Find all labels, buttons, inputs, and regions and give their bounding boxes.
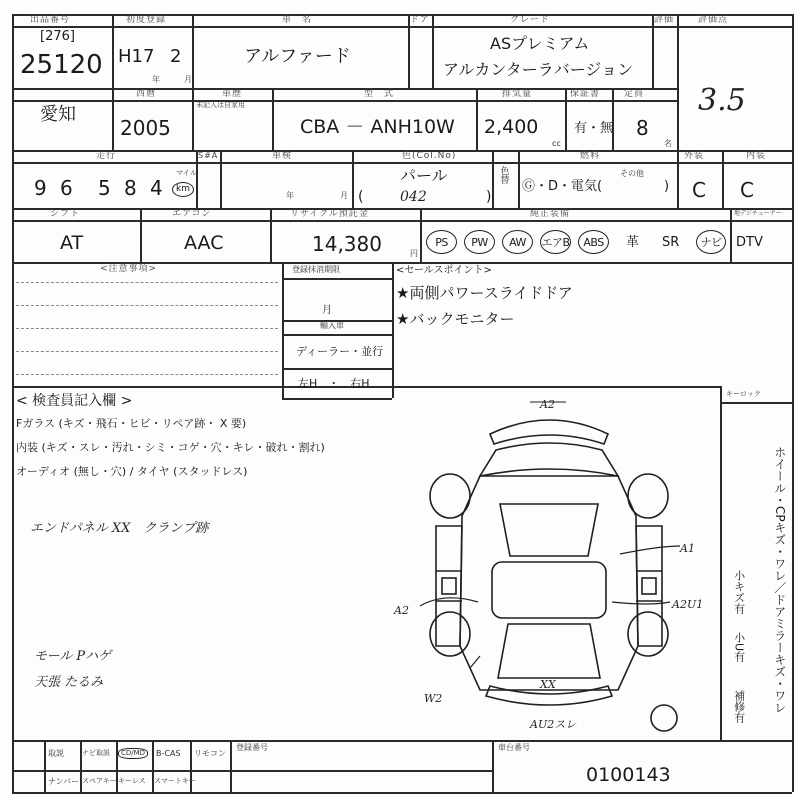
- mileage-digit-2: 6: [60, 176, 73, 200]
- equipment-airbag: エアB: [540, 230, 571, 254]
- shift-label: シフト: [50, 209, 81, 219]
- grade-label: グレード: [510, 15, 551, 25]
- notes-label: <注意事項>: [100, 264, 158, 274]
- windshield-line: Fガラス (キズ・飛石・ヒビ・リペア跡・ X 要): [16, 417, 247, 430]
- inspection-year-unit: 年: [286, 191, 294, 200]
- keyless-label: キーロック: [726, 390, 761, 398]
- equipment-navi: ナビ: [696, 230, 726, 254]
- color-paren-open: (: [358, 189, 364, 205]
- inspector-title: < 検査員記入欄 >: [16, 393, 133, 409]
- inspection-month-unit: 月: [340, 191, 348, 200]
- car-damage-diagram: [380, 396, 720, 740]
- footer-car-id: 0100143: [586, 764, 671, 786]
- inspection-label: 車検: [272, 151, 293, 161]
- mileage-digit-3: 5: [98, 176, 111, 200]
- steering-side: 左H ・ 右H: [298, 377, 370, 390]
- audio-tire-line: オーディオ (無し・穴) / タイヤ (スタッドレス): [16, 465, 248, 478]
- color-name: パール: [400, 166, 448, 185]
- fuel-other-label: その他: [620, 169, 644, 178]
- sales-point-2: ★バックモニター: [396, 310, 515, 328]
- ac-value: AAC: [184, 232, 224, 254]
- footer-cd-md: CD/MD: [118, 748, 148, 759]
- fuel-options: Ⓖ・D・電気(: [522, 179, 603, 194]
- handwritten-note-1: エンドパネル XX クランプ跡: [30, 521, 209, 536]
- footer-bcas: B-CAS: [156, 749, 181, 758]
- fuel-close: ): [664, 179, 670, 194]
- car-name-label: 車 名: [282, 15, 313, 25]
- interior-label: 内装: [746, 151, 767, 161]
- car-name: アルファード: [244, 46, 351, 67]
- capacity-label: 定員: [624, 89, 645, 99]
- handwritten-note-3: 天張 たるみ: [34, 675, 104, 690]
- mileage-digit-4: 8: [124, 176, 137, 200]
- footer-manual: 取説: [48, 749, 64, 758]
- diagram-label-w2: W2: [424, 692, 443, 705]
- grade-line-2: アルカンターラバージョン: [443, 60, 634, 79]
- sales-point-1: ★両側パワースライドドア: [396, 284, 573, 302]
- mileage-label: 走行: [96, 151, 117, 161]
- footer-spare-key: スペアキー: [82, 777, 117, 785]
- lot-number: 25120: [20, 50, 103, 80]
- recycle-unit: 円: [410, 249, 418, 258]
- reg-deadline-label: 登録抹消期限: [292, 265, 340, 274]
- interior-line: 内装 (キズ・スレ・汚れ・シミ・コゲ・穴・キレ・破れ・割れ): [16, 441, 325, 454]
- equipment-pw: PW: [464, 230, 495, 254]
- footer-remote: リモコン: [194, 749, 226, 758]
- first-reg-label: 初度登録: [126, 15, 167, 25]
- reg-deadline-month: 月: [322, 305, 332, 316]
- location: 愛知: [40, 104, 76, 125]
- mileage-digit-1: 9: [34, 176, 47, 200]
- footer-keyless: キーレス: [118, 777, 146, 785]
- first-reg-era: H17: [118, 46, 155, 67]
- model-year-note: 未記入は自家用: [196, 101, 245, 109]
- mileage-unit-km: km: [172, 182, 194, 197]
- mileage-unit-mile: マイル: [176, 169, 197, 177]
- model-year: 2005: [120, 116, 171, 140]
- diagram-label-a2u1: A2U1: [672, 598, 704, 611]
- side-vertical-small-u: 小U有: [732, 632, 746, 663]
- model-code: CBA － ANH10W: [300, 116, 455, 138]
- lot-label: 出品番号: [30, 15, 71, 25]
- mileage-digit-5: 4: [150, 176, 163, 200]
- warranty-label: 保証書: [570, 89, 601, 99]
- score-value: 3.5: [698, 83, 746, 118]
- diagram-label-xx: XX: [540, 678, 556, 691]
- diagram-label-a2-left: A2: [394, 604, 409, 617]
- side-vertical-repair: 補修有: [732, 690, 746, 723]
- import-value: ディーラー・並行: [296, 345, 384, 358]
- import-label: 輸入車: [320, 321, 344, 330]
- color-code: 042: [400, 189, 427, 205]
- diagram-label-au2: AU2スレ: [530, 718, 577, 731]
- interior-grade: C: [740, 178, 754, 202]
- model-year-label: 車歴: [222, 89, 243, 99]
- fuel-label: 燃料: [580, 151, 601, 161]
- equipment-aw: AW: [502, 230, 533, 254]
- exterior-grade: C: [692, 178, 706, 202]
- door-label: ドア: [410, 15, 430, 25]
- footer-smart-key: スマートキー: [154, 777, 196, 785]
- footer-reg-number-label: 登録番号: [236, 743, 268, 752]
- displacement-unit: cc: [552, 139, 561, 148]
- first-reg-year-unit: 年: [152, 75, 160, 84]
- footer-navi-manual: ナビ取説: [82, 749, 110, 757]
- diagram-label-a1: A1: [680, 542, 695, 555]
- transfer-label: S#A: [198, 151, 219, 160]
- year-label: 西暦: [136, 89, 157, 99]
- diagram-label-a2-top: A2: [540, 398, 555, 411]
- side-vertical-small-scratch: 小キズ有: [732, 570, 746, 614]
- grade-line-1: ASプレミアム: [490, 34, 590, 53]
- ac-label: エアコン: [172, 209, 212, 219]
- recycle-value: 14,380: [312, 232, 382, 256]
- color-change-label: 色替: [498, 166, 509, 184]
- capacity: 8: [636, 116, 649, 140]
- recycle-label: リサイクル預託金: [290, 209, 369, 219]
- equipment-dtv: DTV: [736, 235, 763, 250]
- handwritten-note-2: モール Pハゲ: [34, 649, 112, 664]
- equipment-label: 純正装備: [530, 209, 571, 219]
- grade-col-label: 評価: [654, 15, 675, 25]
- equipment-ps: PS: [426, 230, 457, 254]
- score-label: 評価点: [698, 15, 729, 25]
- footer-car-id-label: 車台番号: [498, 743, 530, 752]
- footer-plate: ナンバー: [48, 777, 80, 786]
- displacement-label: 排気量: [502, 89, 533, 99]
- model-label: 型 式: [364, 89, 395, 99]
- displacement: 2,400: [484, 116, 539, 138]
- equipment-sunroof: SR: [662, 235, 680, 250]
- tuner-label: 地デジチューナー: [734, 210, 782, 217]
- first-reg-month-unit: 月: [184, 75, 192, 84]
- warranty: 有・無: [574, 121, 614, 136]
- equipment-abs: ABS: [578, 230, 609, 254]
- first-reg-month: 2: [170, 46, 182, 67]
- exterior-label: 外装: [684, 151, 705, 161]
- color-label: 色(Col.No): [402, 151, 457, 161]
- equipment-leather: 革: [626, 235, 640, 250]
- color-paren-close: ): [486, 189, 492, 205]
- capacity-unit: 名: [664, 139, 672, 148]
- side-vertical-main: ホイール・CPキズ・ワレ／ドアミラーキズ・ワレ: [772, 446, 787, 714]
- sales-label: <セールスポイント>: [396, 265, 492, 276]
- shift-value: AT: [60, 232, 84, 254]
- lot-sub-number: [276]: [40, 29, 75, 44]
